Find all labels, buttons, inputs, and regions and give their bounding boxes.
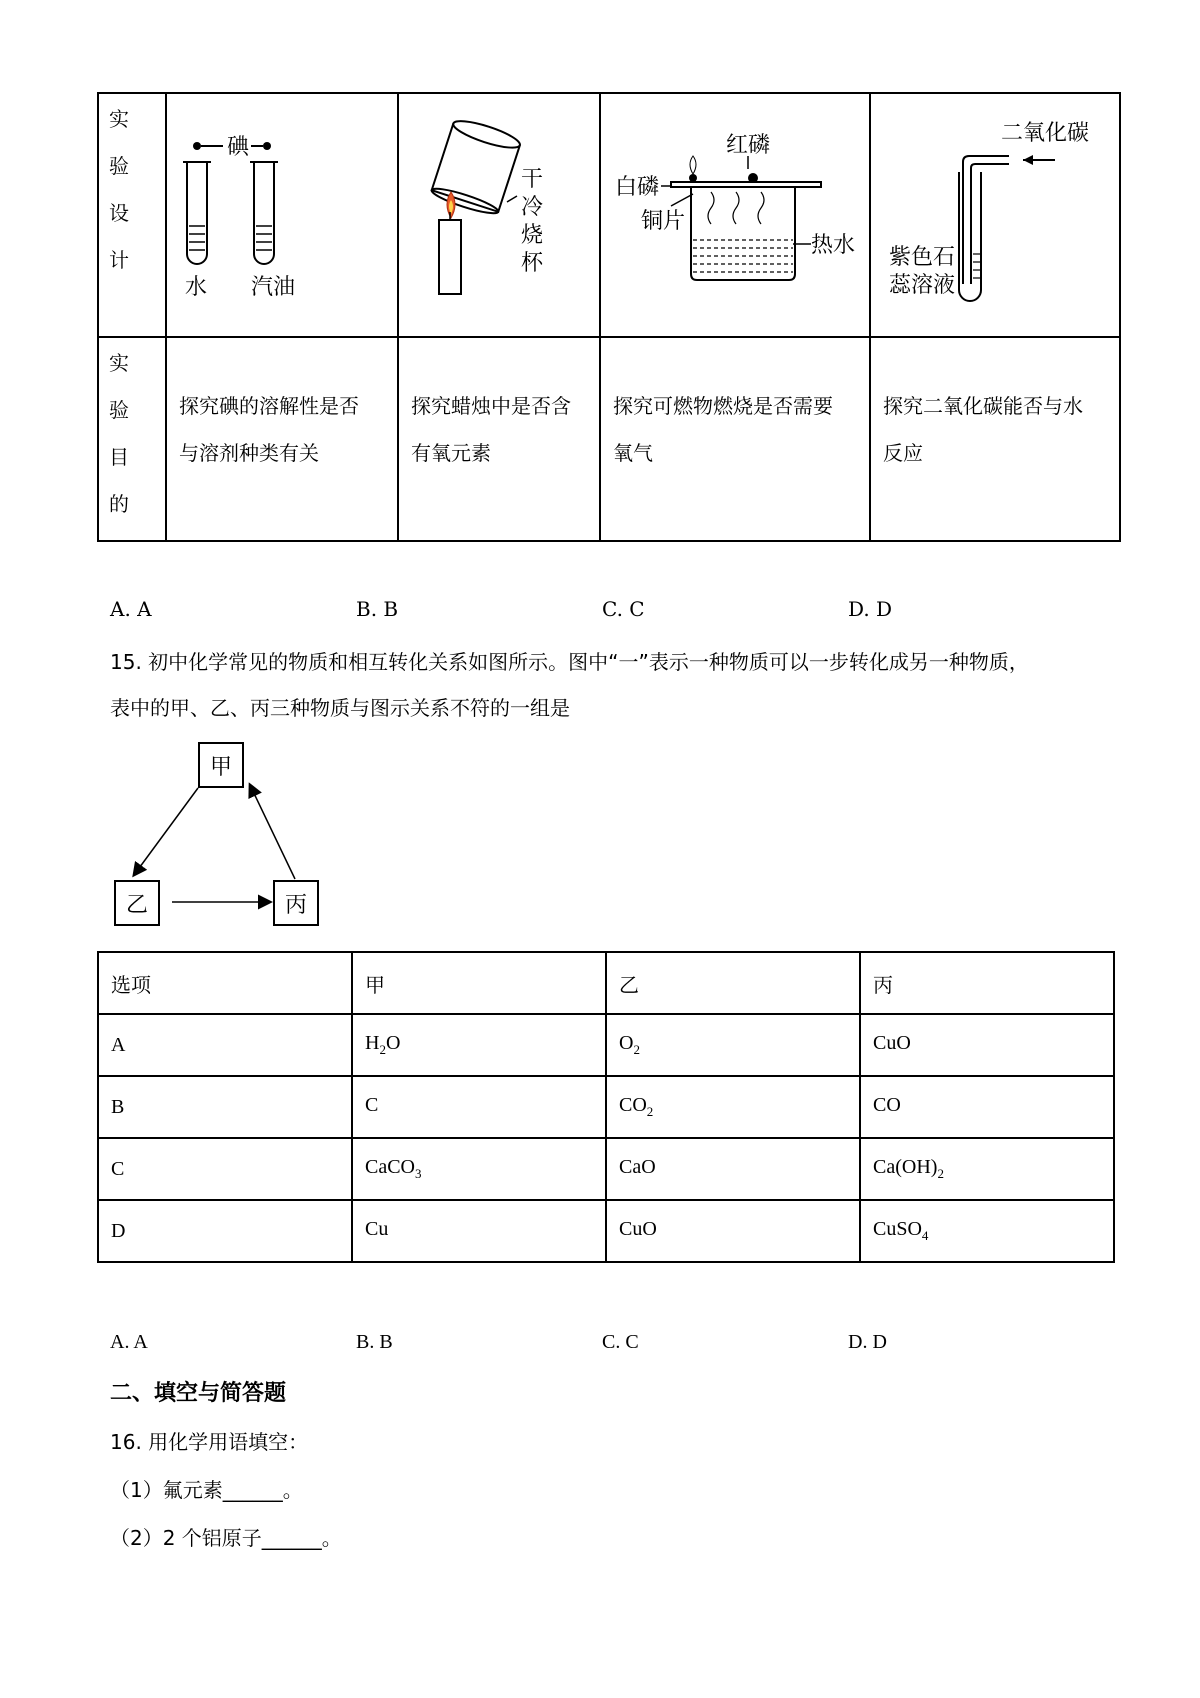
row-label-design [98, 93, 166, 337]
litmus-label-1: 紫色石 [889, 245, 956, 270]
purpose-line: 探究可燃物燃烧是否需要 [613, 394, 833, 418]
co2-label: 二氧化碳 [1001, 121, 1090, 146]
formula-main: CO [873, 1094, 901, 1116]
header-yi: 乙 [606, 952, 860, 1014]
design-d-cell [870, 93, 1120, 337]
q14-experiment-table [97, 92, 1121, 542]
header-bing: 丙 [860, 952, 1114, 1014]
option-a[interactable]: A. A [110, 1331, 148, 1353]
cell-option: D [98, 1200, 352, 1262]
formula-subscript: 3 [415, 1166, 422, 1181]
design-c-cell [600, 93, 870, 337]
cell-yi [606, 1076, 860, 1138]
purpose-line: 探究蜡烛中是否含 [411, 394, 571, 418]
formula-tail: O [385, 1032, 401, 1054]
formula-main: CuO [619, 1218, 657, 1240]
purpose-line: 氧气 [613, 441, 653, 465]
formula-main: C [365, 1094, 379, 1116]
formula-subscript: 2 [937, 1166, 944, 1181]
cell-jia [352, 1076, 606, 1138]
q16-sub1: （1）氟元素______。 [110, 1478, 303, 1502]
label-char: 计 [109, 248, 129, 272]
label-char: 实 [109, 107, 129, 131]
purpose-d [870, 337, 1120, 541]
cell-jia [352, 1138, 606, 1200]
cell-option: B [98, 1076, 352, 1138]
cell-option: C [98, 1138, 352, 1200]
beaker-label-2: 冷 [521, 195, 544, 220]
q15-substance-table [97, 951, 1115, 1263]
formula-subscript: 2 [633, 1042, 640, 1057]
q15-transformation-diagram [110, 735, 330, 935]
purpose-c [600, 337, 870, 541]
purpose-b [398, 337, 600, 541]
formula-main: CO [619, 1094, 647, 1116]
q15-stem-line2: 表中的甲、乙、丙三种物质与图示关系不符的一组是 [110, 696, 570, 720]
formula-main: O [619, 1032, 634, 1054]
option-c[interactable]: C. C [602, 597, 645, 621]
cell-bing [860, 1014, 1114, 1076]
cell-bing [860, 1076, 1114, 1138]
beaker-label-3: 烧 [521, 223, 544, 248]
white-phosphorus-label: 白磷 [615, 175, 660, 200]
section-title: 二、填空与简答题 [110, 1381, 287, 1406]
cell-jia [352, 1014, 606, 1076]
label-char: 验 [109, 398, 129, 422]
cell-yi [606, 1014, 860, 1076]
header-jia: 甲 [352, 952, 606, 1014]
box-jia: 甲 [198, 742, 244, 788]
iodine-test-tubes-diagram [167, 94, 397, 332]
formula-main: Ca(OH) [873, 1156, 938, 1178]
formula-main: CaCO [365, 1156, 415, 1178]
purpose-line: 反应 [883, 441, 923, 465]
purpose-line: 与溶剂种类有关 [179, 441, 319, 465]
option-d[interactable]: D. D [848, 597, 893, 621]
formula-subscript: 2 [379, 1042, 386, 1057]
table-row [98, 1200, 1114, 1262]
table-row [98, 1014, 1114, 1076]
label-char: 设 [109, 201, 129, 225]
purpose-line: 探究碘的溶解性是否 [179, 394, 359, 418]
phosphorus-combustion-diagram [601, 94, 869, 332]
label-char: 目 [109, 445, 129, 469]
formula-subscript: 2 [646, 1104, 654, 1119]
option-d[interactable]: D. D [848, 1331, 887, 1353]
table-row [98, 1076, 1114, 1138]
hot-water-label: 热水 [811, 233, 856, 258]
formula-main: H [365, 1032, 380, 1054]
beaker-label-4: 杯 [521, 251, 544, 276]
option-b[interactable]: B. B [356, 1331, 393, 1353]
design-b-cell [398, 93, 600, 337]
label-char: 的 [109, 492, 129, 516]
cell-yi [606, 1138, 860, 1200]
copper-plate-label: 铜片 [641, 209, 686, 234]
co2-litmus-diagram [871, 94, 1119, 332]
table-header-row [98, 952, 1114, 1014]
red-phosphorus-label: 红磷 [726, 133, 771, 158]
table-row [98, 1138, 1114, 1200]
option-c[interactable]: C. C [602, 1331, 639, 1353]
formula-main: CuO [873, 1032, 911, 1054]
purpose-line: 有氧元素 [411, 441, 491, 465]
row-label-purpose [98, 337, 166, 541]
water-label: 水 [185, 275, 208, 300]
cell-option: A [98, 1014, 352, 1076]
purpose-line: 探究二氧化碳能否与水 [883, 394, 1083, 418]
purpose-a [166, 337, 398, 541]
box-bing: 丙 [273, 880, 319, 926]
beaker-label-1: 干 [521, 167, 544, 192]
design-a-cell [166, 93, 398, 337]
cell-bing [860, 1200, 1114, 1262]
box-yi: 乙 [114, 880, 160, 926]
formula-main: Cu [365, 1218, 389, 1240]
gasoline-label: 汽油 [251, 275, 296, 300]
iodine-label: 碘 [227, 135, 250, 160]
label-char: 验 [109, 154, 129, 178]
q16-stem: 16. 用化学用语填空： [110, 1430, 309, 1454]
q15-stem-line1: 15. 初中化学常见的物质和相互转化关系如图所示。图中“一”表示一种物质可以一步转化成另一种物质， [110, 650, 1029, 674]
litmus-label-2: 蕊溶液 [889, 273, 956, 298]
option-a[interactable]: A. A [110, 597, 152, 621]
formula-main: CaO [619, 1156, 656, 1178]
label-char: 实 [109, 351, 129, 375]
candle-beaker-diagram [399, 94, 599, 332]
cell-yi [606, 1200, 860, 1262]
cell-bing [860, 1138, 1114, 1200]
cell-jia [352, 1200, 606, 1262]
formula-subscript: 4 [921, 1228, 929, 1243]
formula-main: CuSO [873, 1218, 922, 1240]
q16-sub2: （2）2 个铝原子______。 [110, 1526, 342, 1550]
option-b[interactable]: B. B [356, 597, 399, 621]
header-option: 选项 [98, 952, 352, 1014]
